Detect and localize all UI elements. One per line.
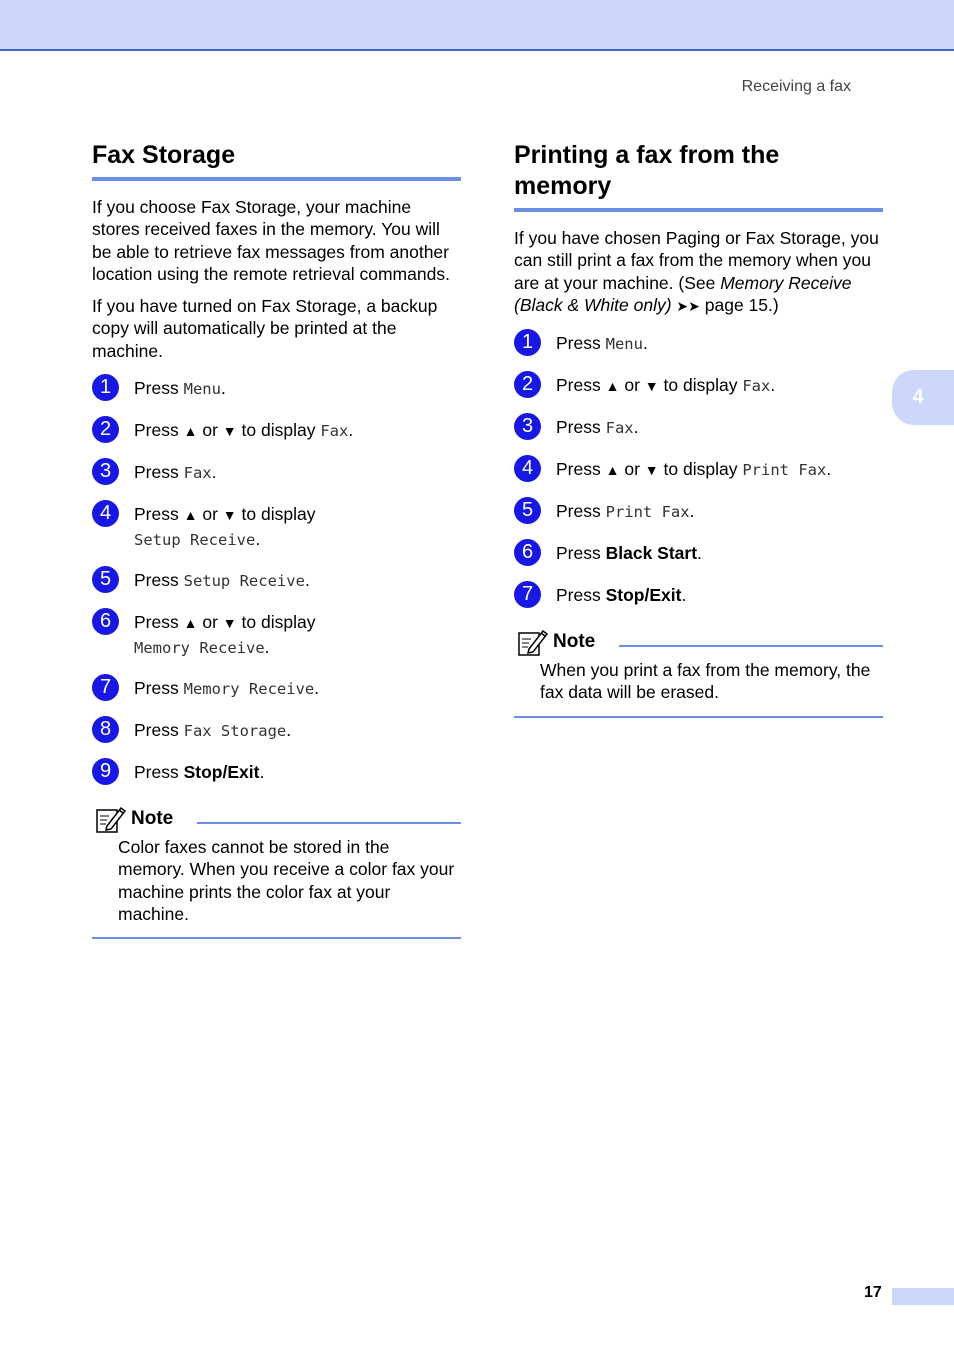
- step-number: 1: [514, 329, 541, 356]
- down-arrow-icon: ▼: [222, 507, 237, 524]
- chapter-tab[interactable]: 4: [892, 370, 954, 425]
- down-arrow-icon: ▼: [222, 423, 237, 440]
- note-box: [92, 802, 461, 939]
- print-from-memory-section: [514, 140, 883, 718]
- step-item: 4 Press ▲ or ▼ to display Print Fax.: [514, 457, 883, 483]
- step-item: 2 Press ▲ or ▼ to display Fax.: [92, 418, 461, 444]
- step-number: 5: [514, 497, 541, 524]
- step-number: 5: [92, 566, 119, 593]
- step-item: 7 Press Stop/Exit.: [514, 583, 883, 609]
- note-text: Color faxes cannot be stored in the memory. When you receive a color fax your machine prints the color fax at your machine.: [118, 837, 455, 924]
- step-number: 3: [92, 458, 119, 485]
- lcd-text: Menu: [605, 335, 643, 354]
- step-item: 6 Press ▲ or ▼ to display Memory Receive.: [92, 610, 461, 660]
- page-number: 17: [864, 1284, 882, 1301]
- note-pencil-icon: [517, 627, 549, 657]
- step-number: 6: [92, 608, 119, 635]
- note-label: Note: [553, 631, 596, 653]
- step-item: 1 Press Menu.: [514, 331, 883, 357]
- lcd-text: Memory Receive: [134, 639, 265, 658]
- section-title: Fax Storage: [92, 140, 461, 181]
- lcd-text: Fax Storage: [183, 722, 287, 741]
- key-name: Stop/Exit: [605, 585, 682, 606]
- key-name: Black Start: [605, 543, 698, 564]
- step-number: 2: [92, 416, 119, 443]
- note-text: When you print a fax from the memory, the fax data will be erased.: [540, 660, 871, 703]
- section-title: Printing a fax from the memory: [514, 140, 883, 212]
- up-arrow-icon: ▲: [183, 423, 198, 440]
- up-arrow-icon: ▲: [605, 462, 620, 479]
- lcd-text: Fax: [605, 419, 634, 438]
- double-arrow-icon: ➤➤: [676, 297, 700, 314]
- step-list: [92, 376, 461, 786]
- note-pencil-icon: [95, 804, 127, 834]
- note-box: [514, 625, 883, 718]
- step-number: 4: [92, 500, 119, 527]
- step-list: [514, 331, 883, 609]
- step-number: 7: [92, 674, 119, 701]
- step-item: 1 Press Menu.: [92, 376, 461, 402]
- lcd-text: Print Fax: [742, 461, 827, 480]
- note-bottom-rule: [92, 937, 461, 939]
- step-item: 2 Press ▲ or ▼ to display Fax.: [514, 373, 883, 399]
- lcd-text: Fax: [320, 422, 349, 441]
- up-arrow-icon: ▲: [183, 507, 198, 524]
- note-rule: [619, 645, 883, 647]
- step-number: 7: [514, 581, 541, 608]
- fax-storage-section: [92, 140, 461, 939]
- step-number: 6: [514, 539, 541, 566]
- note-rule: [197, 822, 461, 824]
- up-arrow-icon: ▲: [183, 615, 198, 632]
- step-item: 8 Press Fax Storage.: [92, 718, 461, 744]
- lcd-text: Print Fax: [605, 503, 690, 522]
- lcd-text: Setup Receive: [183, 572, 305, 591]
- note-label: Note: [131, 808, 174, 830]
- lcd-text: Fax: [742, 377, 771, 396]
- down-arrow-icon: ▼: [644, 462, 659, 479]
- paragraph: If you have turned on Fax Storage, a backup copy will automatically be printed at the machine.: [92, 296, 438, 361]
- step-item: 4 Press ▲ or ▼ to display Setup Receive.: [92, 502, 461, 552]
- running-head: Receiving a fax: [741, 78, 851, 95]
- step-item: 5 Press Print Fax.: [514, 499, 883, 525]
- step-number: 4: [514, 455, 541, 482]
- step-number: 8: [92, 716, 119, 743]
- note-bottom-rule: [514, 716, 883, 718]
- cross-reference[interactable]: Memory Receive (Black & White only): [514, 272, 852, 315]
- step-number: 3: [514, 413, 541, 440]
- up-arrow-icon: ▲: [605, 378, 620, 395]
- step-number: 9: [92, 758, 119, 785]
- paragraph: If you choose Fax Storage, your machine stores received faxes in the memory. You will be able to retrieve fax messages from another location using the remote retrieval commands.: [92, 197, 450, 284]
- step-item: 6 Press Black Start.: [514, 541, 883, 567]
- step-item: 9 Press Stop/Exit.: [92, 760, 461, 786]
- top-header-band: [0, 0, 954, 51]
- lcd-text: Menu: [183, 380, 221, 399]
- step-number: 2: [514, 371, 541, 398]
- step-item: 3 Press Fax.: [514, 415, 883, 441]
- page-number-tab: [892, 1288, 954, 1305]
- lcd-text: Memory Receive: [183, 680, 315, 699]
- lcd-text: Setup Receive: [134, 531, 256, 550]
- lcd-text: Fax: [183, 464, 212, 483]
- down-arrow-icon: ▼: [222, 615, 237, 632]
- step-item: 3 Press Fax.: [92, 460, 461, 486]
- paragraph: If you have chosen Paging or Fax Storage, you can still print a fax from the memory when you are at your machine. (See Memory Receive (Black & White only) ➤➤ page 15.): [514, 228, 879, 315]
- step-number: 1: [92, 374, 119, 401]
- down-arrow-icon: ▼: [644, 378, 659, 395]
- step-item: 5 Press Setup Receive.: [92, 568, 461, 594]
- step-item: 7 Press Memory Receive.: [92, 676, 461, 702]
- key-name: Stop/Exit: [183, 762, 260, 783]
